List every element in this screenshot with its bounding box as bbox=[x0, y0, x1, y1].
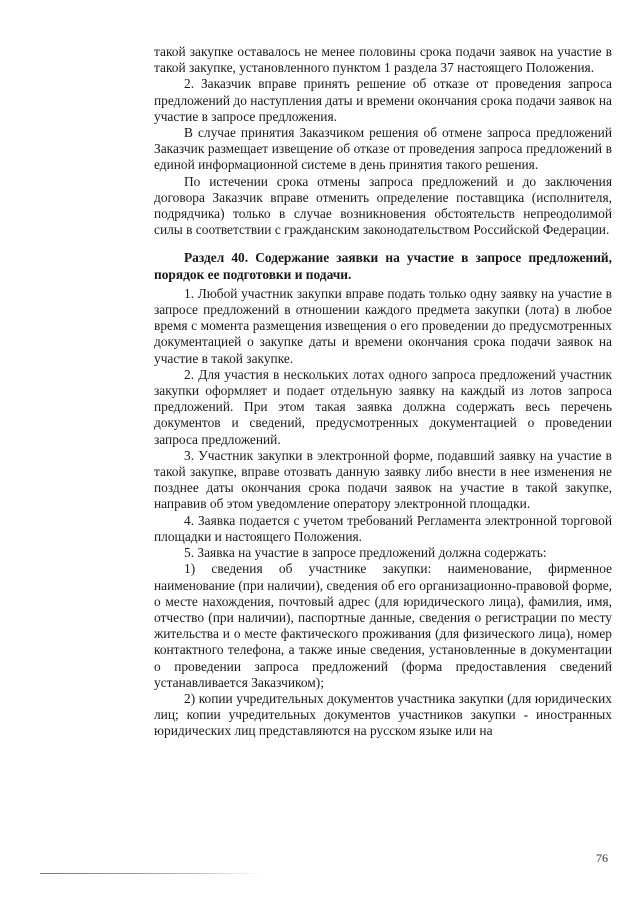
paragraph-continuation: такой закупке оставалось не менее половины срока подачи заявок на участие в такой закупке, установленного пунктом 1 раздела 37 настоящего Положения. bbox=[154, 44, 612, 76]
paragraph-cancellation-notice: В случае принятия Заказчиком решения об отмене запроса предложений Заказчик размещает извещение об отказе от проведения запроса предложений в единой информационной системе в день принятия такого решения. bbox=[154, 125, 612, 173]
paragraph-force-majeure: По истечении срока отмены запроса предложений и до заключения договора Заказчик вправе отменить определение поставщика (исполнителя, подрядчика) только в случае возникновения обстоятельств непреодолимой силы в соответствии с гражданским законодательством Российской Федерации. bbox=[154, 173, 612, 238]
section-heading: Раздел 40. Содержание заявки на участие в запросе предложений, порядок ее подготовки и подачи. bbox=[154, 250, 612, 282]
scan-artifact-line bbox=[40, 873, 260, 874]
section-clause-3: 3. Участник закупки в электронной форме, подавший заявку на участие в такой закупке, вправе отозвать данную заявку либо внести в нее изменения не позднее даты окончания срока подачи заявок на участие в такой закупке, направив об этом уведомление оператору электронной площадки. bbox=[154, 447, 612, 512]
section-clause-1: 1. Любой участник закупки вправе подать только одну заявку на участие в запросе предложений в отношении каждого предмета закупки (лота) в любое время с момента размещения извещения о его проведении до предусмотренных документацией о закупке даты и времени окончания срока подачи заявок на участие в такой закупке. bbox=[154, 285, 612, 366]
paragraph-clause-2: 2. Заказчик вправе принять решение об отказе от проведения запроса предложений до наступления даты и времени окончания срока подачи заявок на участие в запросе предложения. bbox=[154, 76, 612, 124]
section-subclause-2: 2) копии учредительных документов участника закупки (для юридических лиц; копии учредительных документов участников закупки - иностранных юридических лиц представляются на русском языке или на bbox=[154, 690, 612, 739]
section-subclause-1: 1) сведения об участнике закупки: наименование, фирменное наименование (при наличии), сведения об его организационно-правовой форме, о месте нахождения, почтовый адрес (для юридического лица), фамилия, имя, отчество (при наличии), паспортные данные, сведения о регистрации по месту жительства и о месте фактического проживания (для физического лица), номер контактного телефона, а также иные сведения, установленные в документации о проведении запроса предложений (форма предоставления сведений устанавливается Заказчиком); bbox=[154, 561, 612, 690]
document-page bbox=[154, 44, 612, 740]
section-clause-5: 5. Заявка на участие в запросе предложений должна содержать: bbox=[184, 545, 547, 561]
section-clause-2: 2. Для участия в нескольких лотах одного запроса предложений участник закупки оформляет и подает отдельную заявку на каждый из лотов запроса предложений. При этом такая заявка должна содержать весь перечень документов и сведений, предусмотренных документацией о проведении запроса предложений. bbox=[154, 366, 612, 447]
page-number: 76 bbox=[596, 851, 608, 865]
section-clause-4: 4. Заявка подается с учетом требований Регламента электронной торговой площадки и настоящего Положения. bbox=[154, 512, 612, 544]
